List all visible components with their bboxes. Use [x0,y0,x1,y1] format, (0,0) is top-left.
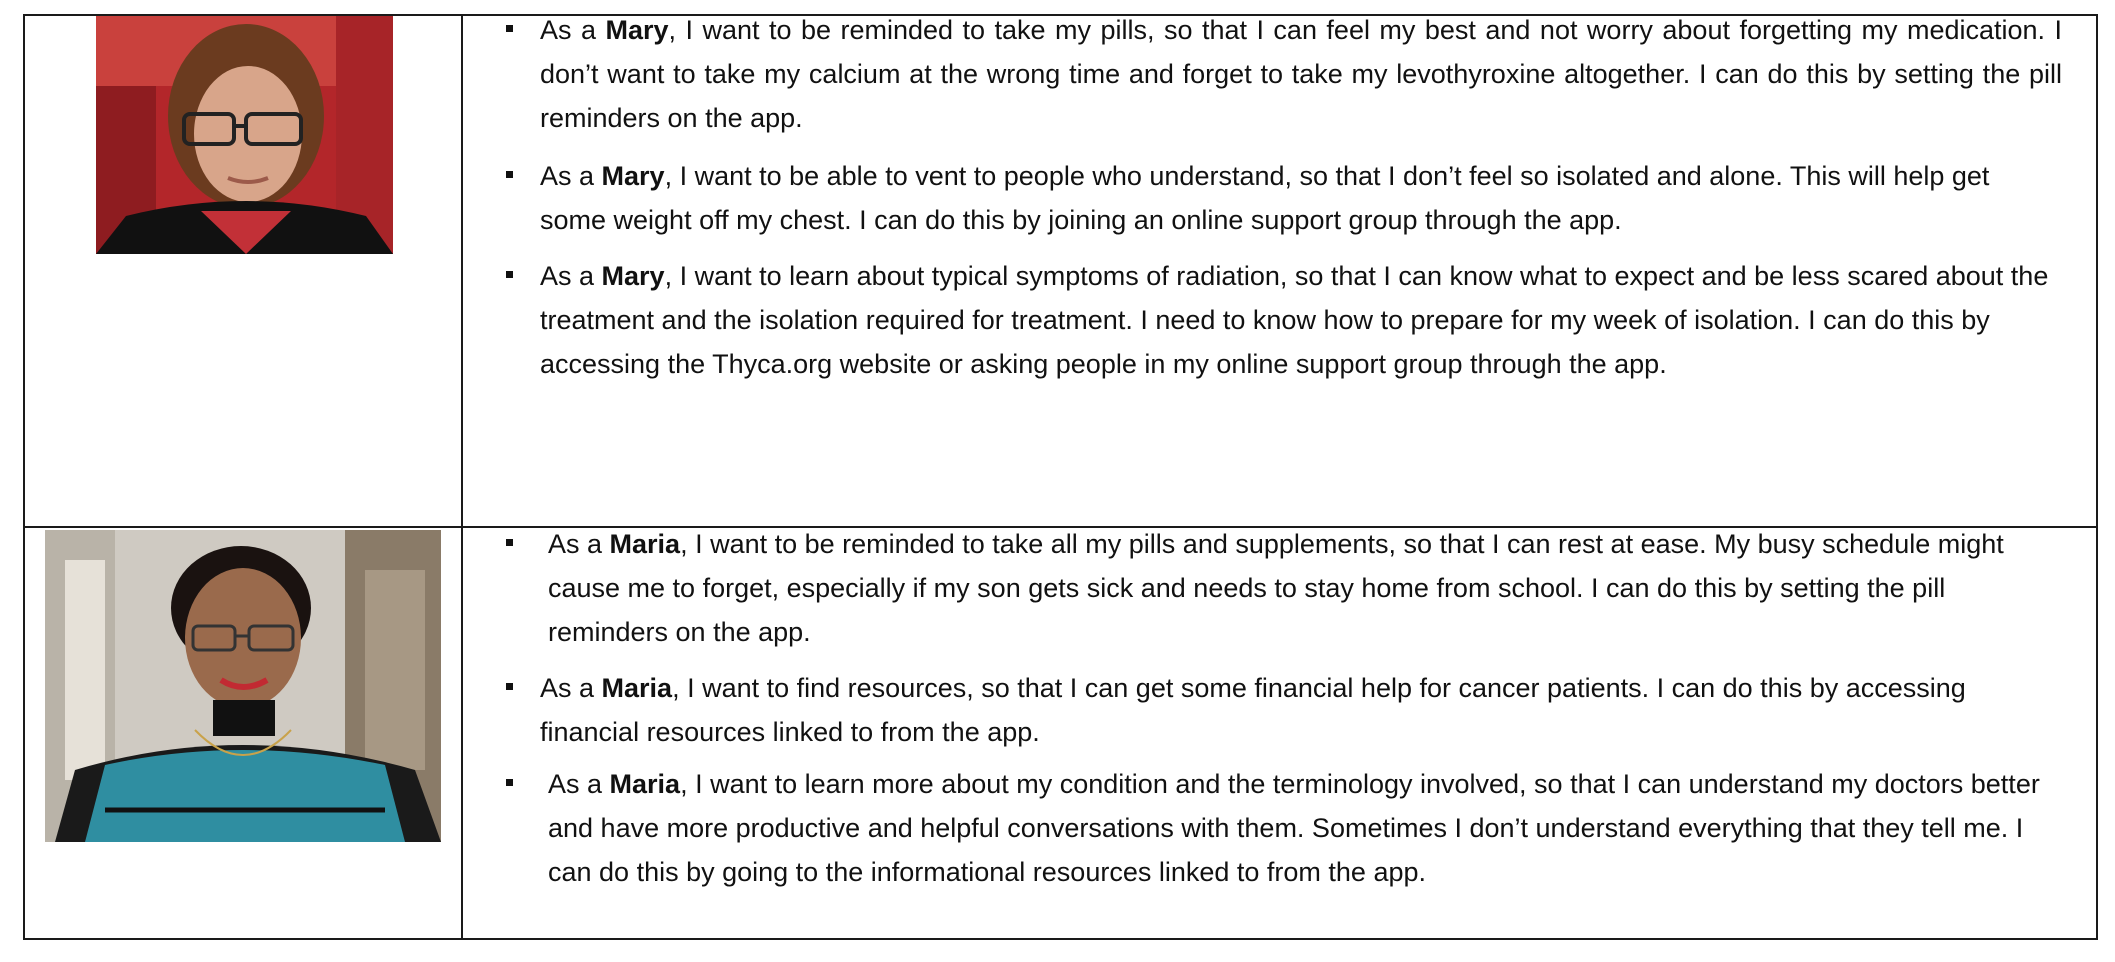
user-story-item [540,8,2062,140]
column-divider [461,16,463,938]
story-text: , I want to be reminded to take my pills, so that I can feel my best and not worry about forgetting my medication. I don’t want to take my calcium at the wrong time and forget to take my levothyroxine altogether. I can do this by setting the pill reminders on the app. [540,15,2063,133]
persona-name: Mary [605,15,669,45]
user-stories-mary [540,8,2062,386]
persona-photo-mary [96,16,393,254]
story-prefix: As a [540,673,602,703]
user-story-item [540,254,2062,386]
story-text: , I want to find resources, so that I can get some financial help for cancer patients. I can do this by accessing financial resources linked to from the app. [540,673,1966,747]
user-stories-maria [540,522,2062,894]
persona-name: Maria [609,769,681,799]
user-story-item [540,666,2062,754]
persona-name: Maria [609,529,681,559]
woman-portrait-icon [96,16,393,254]
square-bullet-icon [506,683,513,690]
persona-name: Mary [601,261,665,291]
square-bullet-icon [506,539,513,546]
square-bullet-icon [506,171,513,178]
square-bullet-icon [506,779,513,786]
user-story-item [540,154,2062,242]
persona-name: Maria [601,673,673,703]
persona-photo-maria [45,530,441,842]
story-prefix: As a [548,529,610,559]
user-story-item [540,522,2062,654]
user-story-item [540,762,2062,894]
story-prefix: As a [540,261,602,291]
square-bullet-icon [506,271,513,278]
story-prefix: As a [548,769,610,799]
story-text: , I want to learn more about my condition and the terminology involved, so that I can understand my doctors better and have more productive and helpful conversations with them. Sometimes I don’t understand everything that they tell me. I can do this by going to the informational resources linked to from the app. [548,769,2040,887]
story-text: , I want to be able to vent to people who understand, so that I don’t feel so isolated and alone. This will help get some weight off my chest. I can do this by joining an online support group through the app. [540,161,1990,235]
story-prefix: As a [540,161,602,191]
woman-portrait-icon [45,530,441,842]
persona-name: Mary [601,161,665,191]
square-bullet-icon [506,25,513,32]
story-prefix: As a [540,15,606,45]
story-text: , I want to learn about typical symptoms of radiation, so that I can know what to expect and be less scared about the treatment and the isolation required for treatment. I need to know how to prepare for my week of isolation. I can do this by accessing the Thyca.org website or asking people in my online support group through the app. [540,261,2049,379]
story-text: , I want to be reminded to take all my pills and supplements, so that I can rest at ease. My busy schedule might cause me to forget, especially if my son gets sick and needs to stay home from school. I can do this by setting the pill reminders on the app. [548,529,2004,647]
